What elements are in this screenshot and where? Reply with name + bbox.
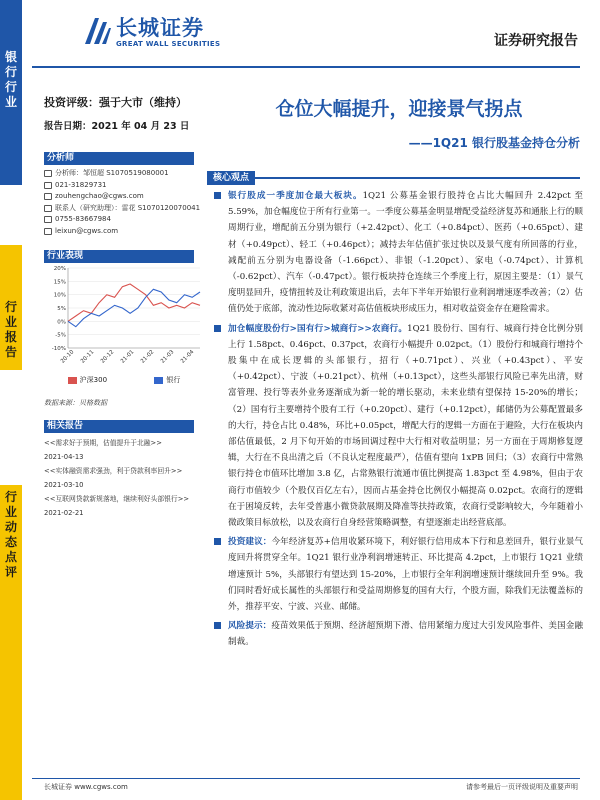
paragraph: 加仓幅度股份行>国有行>城商行>>农商行。1Q21 股份行、国有行、城商行持仓比例分别上行 1.58pct、0.46pct、0.37pct，农商行小幅提升 0.02pct。（1）股份行和城商行增持个股集中在成长逻辑的头部银行，招行（+0.71pct）、兴业（+0.43pct）、平安（+0.42pct）、宁波（+0.21pct）、杭州（+0.13pct），这些头部银行风险已率先出清，财富管理、投行等表外业务逐渐成为新一轮的增长驱动，未来业绩有望保持 15-20%的增长；（2）国有行主要增持个股有工行（+0.20pct）、建行（+0.12pct），邮储仍为公募配置最多的大行，持仓占比 0.48%，环比+0.05pct，增配大行的逻辑一方面在于避险，大行在板块内部估值最低，2 月下旬开始的市场回调过程中大行相对收益明显；另一方面在于周期修复逻辑，大行在不良出清之后（不良认定程度最严），估值有望向 1xPB 回归；（3）农商行中常熟银行持仓市值环比增加 3.8 亿，占常熟银行流通市值比例提高 1.83pct 至 4.98%，但由于农商行市值较少（个股仅百亿左右），因而占基金持仓比例仅小幅提高 0.02pct。农商行的逻辑在于困境反转，去年受普惠小微贷款展期及降准等扶持政策，农商行受影响较大，今年随着小微政策目标放松，以及农商行自身经营策略调整，有望逐渐走出经营底部。 bbox=[228, 321, 583, 532]
related-report-title[interactable]: <<需求好于预期，估值提升于北融>> bbox=[44, 439, 162, 447]
paragraph: 投资建议：今年经济复苏+信用收紧环境下，利好银行信用成本下行和息差回升，银行业景气度回升将贯穿全年。1Q21 银行业净利润增速转正、环比提高 4.2pct，上市银行 1Q21 业绩增速预计 5%，头部银行有望达到 15-20%，上市银行全年利润增速预计继续回升至 9%。我们同时看好成长属性的头部银行和受益周期修复的国有大行，个股方面，除我们无法覆盖标的外，推荐平安、宁波、兴业、邮储。 bbox=[228, 534, 583, 615]
legend-swatch bbox=[68, 377, 77, 384]
y-tick-label: -5% bbox=[55, 332, 66, 339]
x-tick-label: 21-02 bbox=[139, 349, 156, 365]
logo-text-cn: 长城证券 bbox=[116, 16, 204, 40]
paragraph: 风险提示：疫苗效果低于预期、经济超预期下滑、信用紧缩力度过大引发风险事件、美国金融制裁。 bbox=[228, 618, 583, 650]
x-tick-label: 20-11 bbox=[79, 349, 96, 365]
footer-disclaimer: 请参考最后一页评级说明及重要声明 bbox=[466, 783, 578, 791]
sidebar-report-type-label: 行业报告 bbox=[4, 300, 17, 359]
related-report-title[interactable]: <<互联网贷款新规落地，继续利好头部银行>> bbox=[44, 495, 190, 503]
y-tick-label: 0% bbox=[57, 319, 66, 326]
page-title: 仓位大幅提升，迎接景气拐点 bbox=[275, 98, 523, 120]
square-bullet-icon bbox=[214, 538, 221, 545]
y-tick-label: 15% bbox=[53, 279, 66, 286]
footer-divider bbox=[32, 778, 580, 779]
x-tick-label: 20-10 bbox=[59, 349, 76, 365]
square-bullet-icon bbox=[214, 192, 221, 199]
report-body bbox=[228, 188, 583, 654]
sidebar-category-label: 行业动态点评 bbox=[4, 490, 17, 579]
analyst-row: 联系人（研究助理）：雷花 S1070120070041 bbox=[44, 203, 204, 215]
side-band bbox=[0, 0, 22, 800]
related-report-date: 2021-03-10 bbox=[44, 481, 84, 489]
chart-legend bbox=[44, 375, 204, 385]
square-bullet-icon bbox=[214, 325, 221, 332]
phone-icon bbox=[44, 216, 52, 223]
y-tick-label: 5% bbox=[57, 306, 66, 312]
report-type-label: 证券研究报告 bbox=[494, 33, 578, 49]
y-tick-label: 20% bbox=[53, 266, 66, 272]
related-report-date: 2021-04-13 bbox=[44, 453, 84, 461]
phone-icon bbox=[44, 182, 52, 189]
related-reports bbox=[44, 437, 199, 521]
page-header bbox=[22, 0, 600, 62]
page-subtitle: ——1Q21 银行股基金持仓分析 bbox=[408, 136, 580, 150]
x-tick-label: 21-04 bbox=[179, 349, 196, 365]
industry-performance-chart bbox=[44, 262, 204, 372]
y-tick-label: 10% bbox=[53, 292, 66, 299]
x-tick-label: 21-03 bbox=[159, 349, 176, 365]
data-source: 数据来源：贝格数据 bbox=[44, 399, 107, 407]
y-tick-label: -10% bbox=[51, 346, 66, 352]
core-view-header: 核心观点 bbox=[207, 165, 580, 179]
analyst-row: leixun@cgws.com bbox=[44, 226, 204, 238]
analyst-row: zouhengchao@cgws.com bbox=[44, 191, 204, 203]
analyst-row: 分析师：邹恒超 S1070519080001 bbox=[44, 168, 204, 180]
square-bullet-icon bbox=[214, 622, 221, 629]
mail-icon bbox=[44, 228, 52, 235]
chart-section-header: 行业表现 bbox=[44, 250, 194, 263]
paragraph: 银行股成一季度加仓最大板块。1Q21 公募基金银行股持仓占比大幅回升 2.42pct 至 5.59%，加仓幅度位于所有行业第一。一季度公募基金明显增配受益经济复苏和通胀上行的顺周期行业，增配前五分别为银行（+2.42pct）、化工（+0.84pct）、医药（+0.65pct）、建材（+0.49pct）、轻工（+0.46pct）；减持去年估值扩张过快以及景气度有所回落的行业，减配前五分别为电器设备（-1.66pct）、非银（-1.20pct）、家电（-0.74pct）、计算机（-0.62pct）、汽车（-0.47pct）。银行板块持仓连续三个季度上行，原因主要是：（1）景气度明显回升，疫情扭转及让利政策退出后，去年下半年开始银行业利润增速逐季改善；（2）估值仍处于底部，流动性边际收紧对高估值板块形成压力，相对收益资金存在避险需求。 bbox=[228, 188, 583, 318]
sidebar-industry-label: 银行行业 bbox=[4, 50, 17, 109]
report-date: 报告日期：2021 年 04 月 23 日 bbox=[44, 121, 190, 132]
legend-swatch bbox=[154, 377, 163, 384]
investment-rating: 投资评级：强于大市（维持） bbox=[44, 96, 187, 109]
analyst-row: 021-31829731 bbox=[44, 180, 204, 192]
logo-text-en: GREAT WALL SECURITIES bbox=[116, 40, 221, 48]
x-tick-label: 20-12 bbox=[99, 349, 116, 365]
footer-website[interactable]: 长城证券 www.cgws.com bbox=[44, 783, 128, 791]
related-report-date: 2021-02-21 bbox=[44, 509, 84, 517]
related-report-title[interactable]: <<实体融资需求强劲，利于贷款利率回升>> bbox=[44, 467, 183, 475]
legend-item: 沪深300 bbox=[68, 375, 107, 385]
analyst-row: 0755-83667984 bbox=[44, 214, 204, 226]
company-logo bbox=[82, 12, 242, 56]
legend-item: 银行 bbox=[154, 375, 180, 385]
x-tick-label: 21-01 bbox=[119, 349, 136, 365]
analyst-section-header: 分析师 bbox=[44, 152, 194, 165]
analyst-info bbox=[44, 168, 204, 237]
great-wall-logo-icon bbox=[82, 14, 112, 48]
related-section-header: 相关报告 bbox=[44, 420, 194, 433]
person-icon bbox=[44, 205, 52, 212]
person-icon bbox=[44, 170, 52, 177]
header-divider bbox=[32, 66, 580, 68]
mail-icon bbox=[44, 193, 52, 200]
